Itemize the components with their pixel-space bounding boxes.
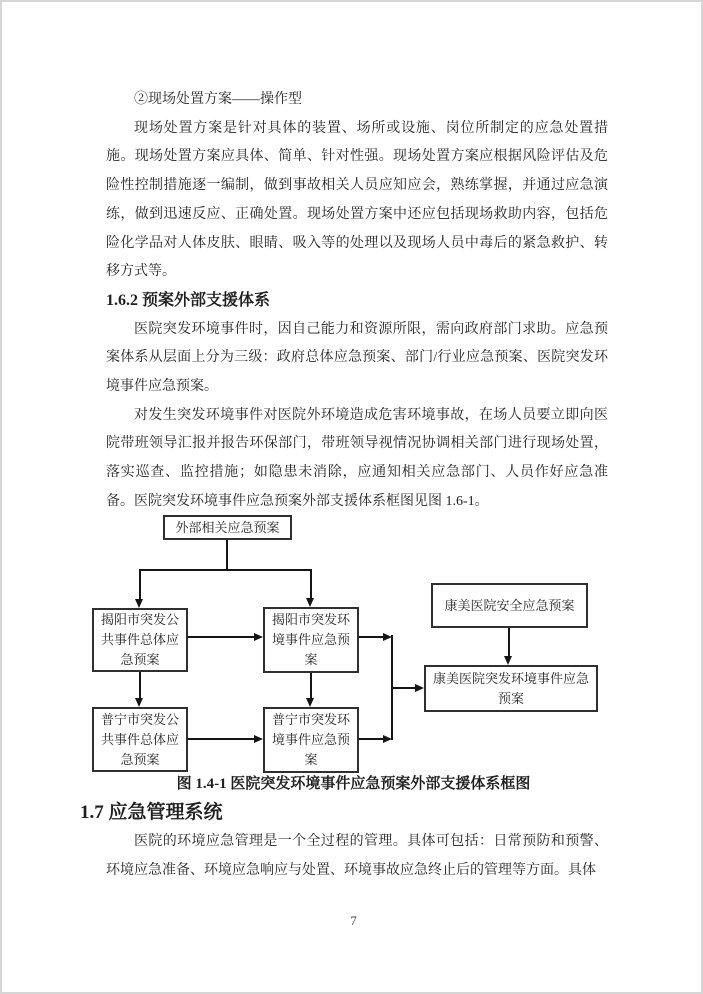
connector-line	[188, 738, 254, 740]
paragraph-support-system: 医院突发环境事件时，因自己能力和资源所限，需向政府部门求助。应急预案体系从层面上分为三级：政府总体应急预案、部门/行业应急预案、医院突发环境事件应急预案。	[106, 321, 608, 395]
flow-box-kangmei-env: 康美医院突发环境事件应急预案	[424, 665, 598, 712]
heading-1-6-2: 1.6.2 预案外部支援体系	[106, 291, 271, 309]
paragraph-onsite-plan: 现场处置方案是针对具体的装置、场所或设施、岗位所制定的应急处置措施。现场处置方案应具体、简单、针对性强。现场处置方案应根据风险评估及危险性控制措施逐一编制，做到事故相关人员应知应会，熟练掌握，并通过应急演练，做到迅速反应、正确处置。现场处置方案中还应包括现场救助内容，包括危险化学品对人体皮肤、眼睛、吸入等的处理以及现场人员中毒后的紧急救护、转移方式等。	[106, 120, 608, 280]
flowchart-external-support	[86, 507, 616, 777]
connector-line	[310, 569, 312, 598]
arrowhead-down-icon	[306, 698, 314, 707]
body-text	[106, 86, 608, 517]
connector-line	[359, 636, 383, 638]
arrowhead-down-icon	[135, 698, 143, 707]
connector-line	[139, 569, 312, 571]
arrowhead-right-icon	[254, 735, 263, 743]
flow-box-puning-env: 普宁市突发环境事件应急预案	[263, 707, 359, 773]
heading-1-7: 1.7 应急管理系统	[80, 802, 223, 823]
connector-line	[139, 672, 141, 698]
connector-line	[391, 687, 415, 689]
section-1-7	[80, 798, 608, 885]
page-number: 7	[350, 913, 357, 928]
arrowhead-down-icon	[504, 656, 512, 665]
connector-line	[508, 628, 510, 656]
connector-line	[139, 569, 141, 599]
arrowhead-down-icon	[135, 599, 143, 608]
flow-box-puning-public: 普宁市突发公共事件总体应急预案	[92, 707, 188, 772]
connector-line	[359, 738, 383, 740]
flow-box-kangmei-safety: 康美医院安全应急预案	[431, 583, 588, 628]
paragraph-emergency-management: 医院的环境应急管理是一个全过程的管理。具体可包括：日常预防和预警、环境应急准备、环境应急响应与处置、环境事故应急终止后的管理等方面。具体	[106, 834, 608, 878]
figure-caption: 图 1.4-1 医院突发环境事件应急预案外部支援体系框图	[176, 776, 531, 792]
paragraph-operative: ②现场处置方案——操作型	[134, 92, 302, 107]
connector-line	[188, 636, 254, 638]
connector-line	[226, 540, 228, 569]
arrowhead-right-icon	[254, 633, 263, 641]
connector-line	[310, 673, 312, 698]
paragraph-incident-report: 对发生突发环境事件对医院外环境造成危害环境事故，在场人员要立即向医院带班领导汇报并报告环保部门，带班领导视情况协调相关部门进行现场处置，落实巡查、监控措施；如隐患未消除，应通知相关应急部门、人员作好应急准备。医院突发环境事件应急预案外部支援体系框图见图 1.6-1。	[106, 407, 608, 509]
arrowhead-down-icon	[306, 598, 314, 607]
flow-box-jieyang-public: 揭阳市突发公共事件总体应急预案	[92, 608, 188, 672]
arrowhead-right-icon	[415, 684, 424, 692]
flow-box-external-plans: 外部相关应急预案	[163, 515, 292, 540]
flow-box-jieyang-env: 揭阳市突发环境事件应急预案	[263, 607, 359, 673]
